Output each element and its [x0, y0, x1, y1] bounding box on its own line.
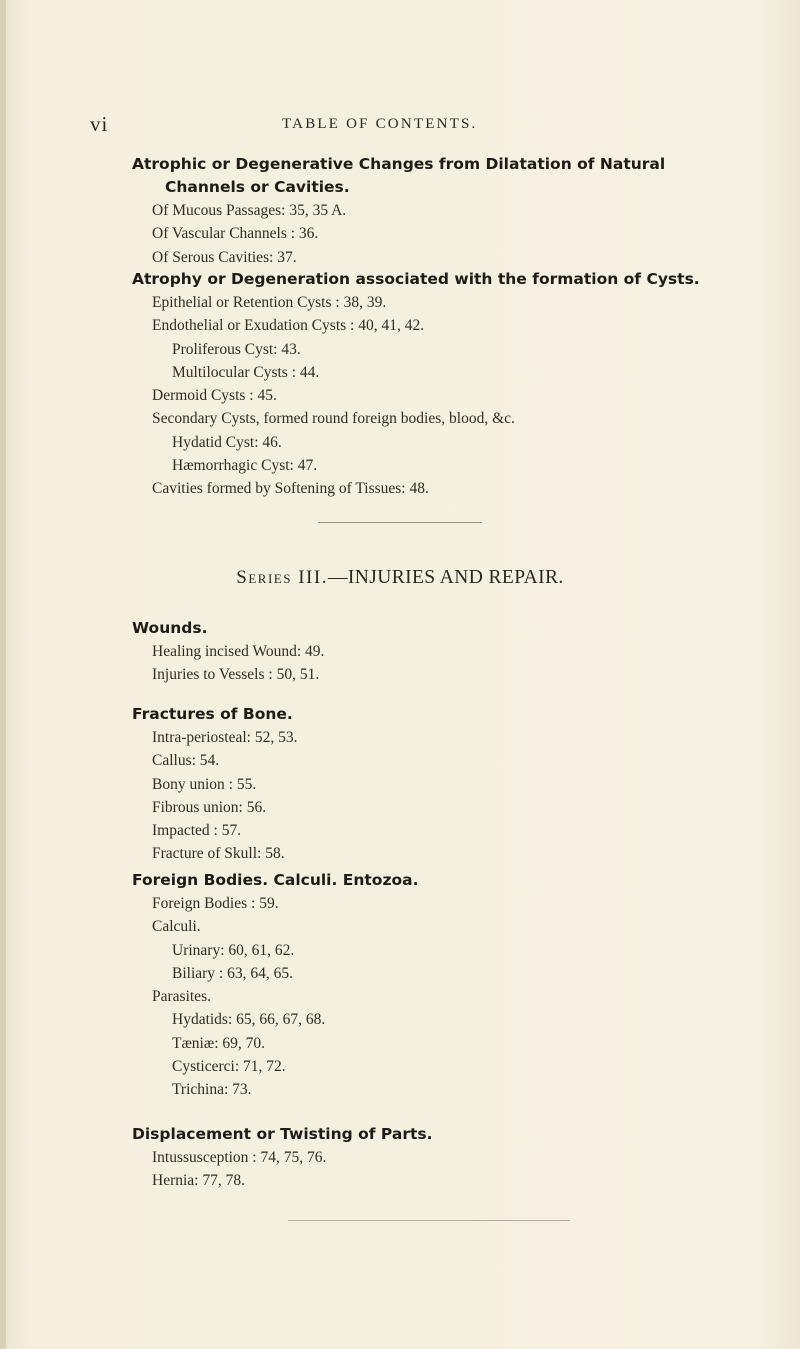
list-item: Parasites. [152, 988, 211, 1006]
list-item: Trichina: 73. [172, 1081, 252, 1099]
list-item: Urinary: 60, 61, 62. [172, 941, 295, 959]
section-foreign-bodies [132, 869, 772, 1102]
page-gutter [0, 0, 6, 1349]
list-item: Fracture of Skull: 58. [152, 845, 285, 863]
series-heading [0, 567, 800, 589]
list-item: Proliferous Cyst: 43. [172, 340, 301, 358]
list-item: Hernia: 77, 78. [152, 1172, 245, 1190]
section-heading: Fractures of Bone. [132, 705, 293, 723]
section-heading-continued: Channels or Cavities. [165, 178, 350, 196]
section-atrophic-changes [132, 153, 772, 269]
list-item: Of Mucous Passages: 35, 35 A. [152, 202, 347, 219]
list-item: Hydatid Cyst: 46. [172, 433, 282, 451]
section-heading: Atrophy or Degeneration associated with the formation of Cysts. [132, 270, 700, 288]
list-item: Multilocular Cysts : 44. [172, 363, 320, 381]
section-heading: Displacement or Twisting of Parts. [132, 1125, 433, 1143]
running-title: TABLE OF CONTENTS. [282, 116, 478, 132]
page-number: vi [90, 112, 109, 136]
list-item: Dermoid Cysts : 45. [152, 387, 277, 405]
list-item: Of Vascular Channels : 36. [152, 225, 319, 243]
divider-rule [318, 522, 482, 523]
section-heading: Wounds. [132, 619, 208, 637]
footer-rule [288, 1220, 570, 1221]
list-item: Injuries to Vessels : 50, 51. [152, 666, 320, 684]
section-heading: Atrophic or Degenerative Changes from Dilatation of Natural [132, 155, 666, 173]
list-item: Bony union : 55. [152, 775, 257, 793]
list-item: Cysticerci: 71, 72. [172, 1058, 286, 1076]
list-item: Intra-periosteal: 52, 53. [152, 729, 298, 746]
list-item: Cavities formed by Softening of Tissues: 48. [152, 480, 429, 498]
list-item: Endothelial or Exudation Cysts : 40, 41, 42. [152, 317, 425, 335]
running-head [0, 112, 800, 142]
section-displacement [132, 1123, 772, 1193]
section-heading: Foreign Bodies. Calculi. Entozoa. [132, 871, 419, 889]
section-cysts [132, 268, 772, 501]
series-label: Series III. [236, 567, 328, 588]
list-item: Foreign Bodies : 59. [152, 895, 279, 912]
section-fractures [132, 703, 772, 866]
list-item: Hydatids: 65, 66, 67, 68. [172, 1011, 326, 1029]
list-item: Callus: 54. [152, 752, 220, 770]
list-item: Impacted : 57. [152, 822, 242, 840]
list-item: Epithelial or Retention Cysts : 38, 39. [152, 294, 387, 311]
list-item: Fibrous union: 56. [152, 798, 267, 816]
list-item: Calculi. [152, 918, 201, 936]
list-item: Biliary : 63, 64, 65. [172, 964, 293, 982]
section-wounds [132, 617, 772, 687]
list-item: Hæmorrhagic Cyst: 47. [172, 457, 318, 475]
list-item: Intussusception : 74, 75, 76. [152, 1149, 327, 1166]
list-item: Tæniæ: 69, 70. [172, 1034, 266, 1052]
series-title: —INJURIES AND REPAIR. [327, 567, 564, 588]
list-item: Of Serous Cavities: 37. [152, 248, 297, 266]
list-item: Secondary Cysts, formed round foreign bodies, blood, &c. [152, 410, 515, 428]
list-item: Healing incised Wound: 49. [152, 643, 325, 660]
